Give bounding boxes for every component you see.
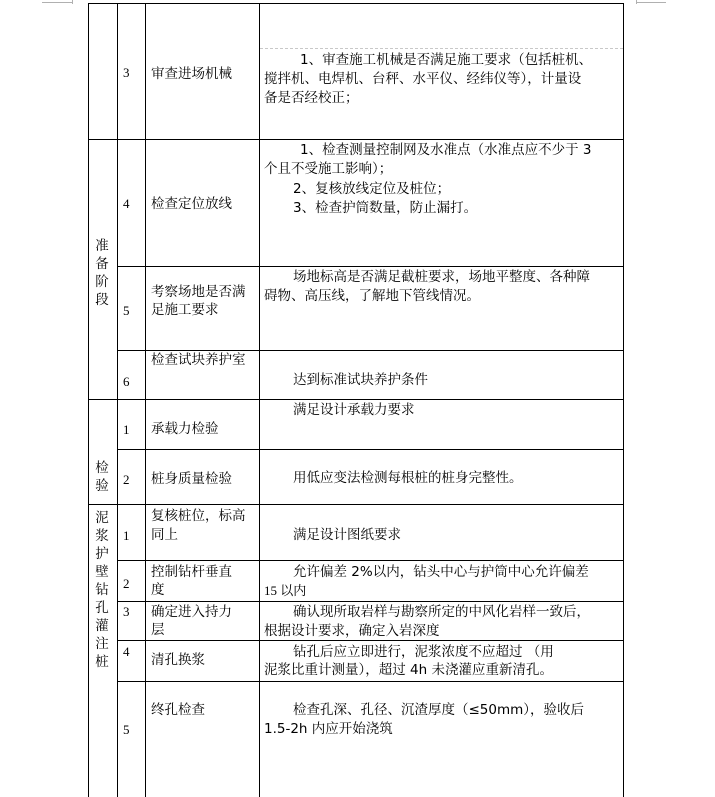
- check-content: 1、审查施工机械是否满足施工要求（包括桩机、: [300, 52, 593, 68]
- check-content: 满足设计承载力要求: [293, 402, 415, 418]
- row-number: 2: [123, 576, 130, 591]
- table-border-left: [88, 3, 89, 797]
- check-item: 复核桩位，标高: [151, 508, 246, 524]
- check-item: 检查定位放线: [151, 196, 232, 212]
- check-item: 审查进场机械: [151, 66, 232, 82]
- check-content: 检查孔深、孔径、沉渣厚度（≤50mm），验收后: [293, 702, 585, 718]
- check-content: 2、复核放线定位及桩位；: [293, 181, 451, 197]
- row-number: 4: [123, 196, 130, 211]
- check-content: 允许偏差 2%以内，钻头中心与护筒中心允许偏差: [293, 564, 589, 580]
- check-content: 备是否经校正；: [264, 90, 359, 106]
- table-col-divider-3: [259, 3, 260, 797]
- check-item: 控制钻杆垂直: [151, 564, 232, 580]
- row-line: [117, 449, 624, 450]
- check-content: 达到标准试块养护条件: [293, 372, 428, 388]
- check-item: 考察场地是否满: [151, 284, 246, 300]
- row-number: 6: [123, 374, 130, 389]
- row-number: 5: [123, 303, 130, 318]
- check-content: 场地标高是否满足截桩要求，场地平整度、各种障: [293, 269, 590, 285]
- check-content: 确认现所取岩样与勘察所定的中风化岩样一致后，: [293, 604, 590, 620]
- check-content: 泥浆比重计测量），超过 4h 未浇灌应重新清孔。: [264, 662, 553, 678]
- check-content: 15 以内: [264, 583, 307, 598]
- check-item: 承载力检验: [151, 421, 219, 437]
- check-content: 搅拌机、电焊机、台秤、水平仪、经纬仪等），计量设: [264, 71, 582, 87]
- crop-mark-left-v: [72, 0, 73, 4]
- crop-mark-left-h: [42, 2, 72, 3]
- check-content: 1、检查测量控制网及水准点（水准点应不少于 3: [300, 142, 592, 158]
- row-number: 1: [123, 528, 130, 543]
- row-line: [117, 266, 624, 267]
- table-col-divider-1: [117, 3, 118, 797]
- check-content: 3、检查护筒数量，防止漏打。: [293, 200, 478, 216]
- check-content: 用低应变法检测每根桩的桩身完整性。: [293, 470, 523, 486]
- row-number: 3: [123, 65, 130, 80]
- phase-label-pile: 泥浆护壁钻孔灌注桩: [95, 510, 109, 670]
- row-line: [88, 139, 624, 140]
- row-number: 3: [123, 604, 130, 619]
- check-item: 检查试块养护室: [151, 352, 246, 368]
- check-item: 终孔检查: [151, 702, 205, 718]
- row-number: 1: [123, 422, 130, 437]
- table-border-top: [88, 3, 624, 4]
- check-item: 同上: [151, 527, 178, 543]
- phase-label-inspect: 检验: [95, 460, 109, 494]
- check-content: 钻孔后应立即进行，泥浆浓度不应超过 （用: [293, 644, 554, 660]
- row-line: [117, 560, 624, 561]
- table-col-divider-2: [145, 3, 146, 797]
- check-item: 桩身质量检验: [151, 471, 232, 487]
- crop-mark-right-h: [636, 2, 666, 3]
- row-number: 2: [123, 472, 130, 487]
- row-number: 5: [123, 722, 130, 737]
- check-item: 度: [151, 582, 165, 598]
- check-content: 根据设计要求，确定入岩深度: [264, 623, 440, 639]
- check-content: 1.5-2h 内应开始浇筑: [264, 721, 393, 737]
- dashed-split: [260, 48, 623, 49]
- table-border-right: [623, 3, 624, 797]
- check-item: 层: [151, 622, 165, 638]
- row-line: [88, 399, 624, 400]
- check-item: 确定进入持力: [151, 604, 232, 620]
- crop-mark-right-v: [636, 0, 637, 4]
- row-line: [117, 601, 624, 602]
- check-content: 碍物、高压线，了解地下管线情况。: [264, 288, 480, 304]
- row-line: [117, 681, 624, 682]
- check-item: 足施工要求: [151, 302, 219, 318]
- phase-label-prep: 准备阶段: [95, 238, 109, 308]
- row-line: [88, 504, 624, 505]
- row-number: 4: [123, 644, 130, 659]
- check-item: 清孔换浆: [151, 652, 205, 668]
- check-content: 个且不受施工影响）；: [264, 161, 393, 177]
- check-content: 满足设计图纸要求: [293, 527, 401, 543]
